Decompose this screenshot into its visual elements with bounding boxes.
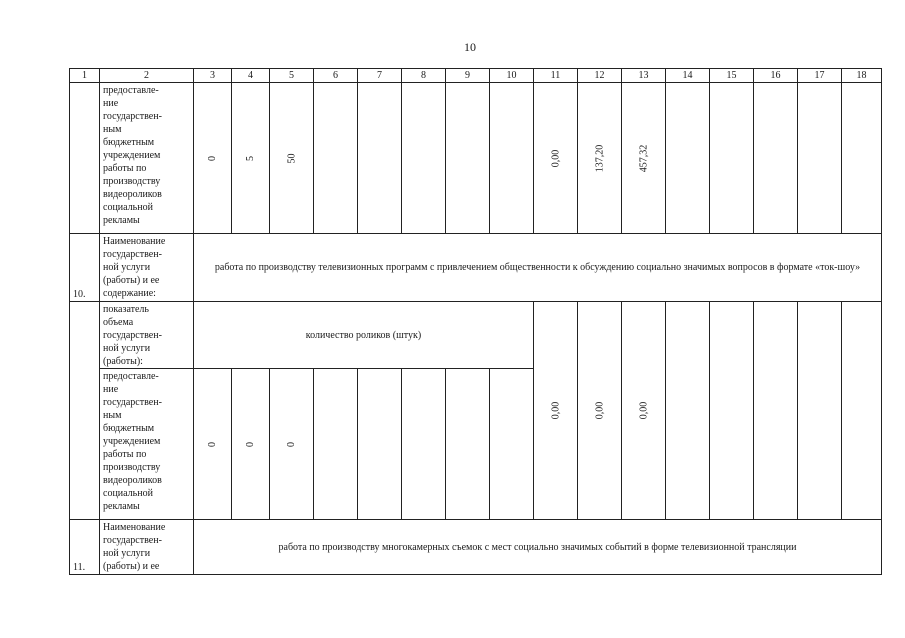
empty-cell (798, 83, 842, 234)
row-number-cell (70, 83, 100, 234)
service-name-label: Наименование государствен- ной услуги (работы) и ее содержание: (100, 234, 194, 302)
service-name: работа по производству многокамерных съемок с мест социально значимых событий в форме телевизионной трансляции (194, 520, 882, 575)
empty-cell (754, 83, 798, 234)
col-header: 3 (194, 69, 232, 83)
col-header: 12 (578, 69, 622, 83)
empty-cell (490, 83, 534, 234)
value-cell: 0,00 (534, 83, 578, 234)
value-cell: 457,32 (622, 83, 666, 234)
service-description: предоставле- ние государствен- ным бюджетным учреждением работы по производству видеороликов социальной рекламы (100, 83, 194, 234)
col-header: 7 (358, 69, 402, 83)
empty-cell (666, 302, 710, 520)
row-number: 11. (70, 520, 100, 575)
col-header: 8 (402, 69, 446, 83)
value-cell: 5 (232, 83, 270, 234)
row-number-cell (70, 302, 100, 520)
col-header: 4 (232, 69, 270, 83)
value-cell: 0 (194, 369, 232, 520)
value-cell: 0 (194, 83, 232, 234)
col-header: 17 (798, 69, 842, 83)
value-cell: 0 (232, 369, 270, 520)
value-cell: 0,00 (534, 302, 578, 520)
services-table (69, 68, 882, 575)
col-header: 16 (754, 69, 798, 83)
value-cell: 0,00 (622, 302, 666, 520)
value-cell: 137,20 (578, 83, 622, 234)
empty-cell (710, 83, 754, 234)
col-header: 5 (270, 69, 314, 83)
empty-cell (490, 369, 534, 520)
col-header: 10 (490, 69, 534, 83)
header-row (70, 69, 882, 83)
empty-cell (710, 302, 754, 520)
empty-cell (402, 83, 446, 234)
volume-indicator-label: показатель объема государствен- ной услуги (работы): (100, 302, 194, 369)
empty-cell (446, 83, 490, 234)
empty-cell (358, 83, 402, 234)
value-cell: 50 (270, 83, 314, 234)
value-cell: 0 (270, 369, 314, 520)
empty-cell (314, 369, 358, 520)
table-row (70, 83, 882, 234)
empty-cell (842, 302, 882, 520)
unit-of-measure: количество роликов (штук) (194, 302, 534, 369)
service-description: предоставле- ние государствен- ным бюджетным учреждением работы по производству видеороликов социальной рекламы (100, 369, 194, 520)
col-header: 14 (666, 69, 710, 83)
table-row (70, 520, 882, 575)
value-cell: 0,00 (578, 302, 622, 520)
col-header: 11 (534, 69, 578, 83)
col-header: 2 (100, 69, 194, 83)
empty-cell (314, 83, 358, 234)
empty-cell (358, 369, 402, 520)
col-header: 15 (710, 69, 754, 83)
col-header: 18 (842, 69, 882, 83)
service-name-label: Наименование государствен- ной услуги (работы) и ее (100, 520, 194, 575)
table-row (70, 302, 882, 369)
table-row (70, 234, 882, 302)
col-header: 13 (622, 69, 666, 83)
empty-cell (754, 302, 798, 520)
col-header: 1 (70, 69, 100, 83)
col-header: 9 (446, 69, 490, 83)
empty-cell (842, 83, 882, 234)
empty-cell (798, 302, 842, 520)
empty-cell (402, 369, 446, 520)
empty-cell (666, 83, 710, 234)
row-number: 10. (70, 234, 100, 302)
empty-cell (446, 369, 490, 520)
col-header: 6 (314, 69, 358, 83)
page-number: 10 (464, 40, 476, 54)
service-name: работа по производству телевизионных программ с привлечением общественности к обсуждению социально значимых вопросов в формате «ток-шоу» (194, 234, 882, 302)
